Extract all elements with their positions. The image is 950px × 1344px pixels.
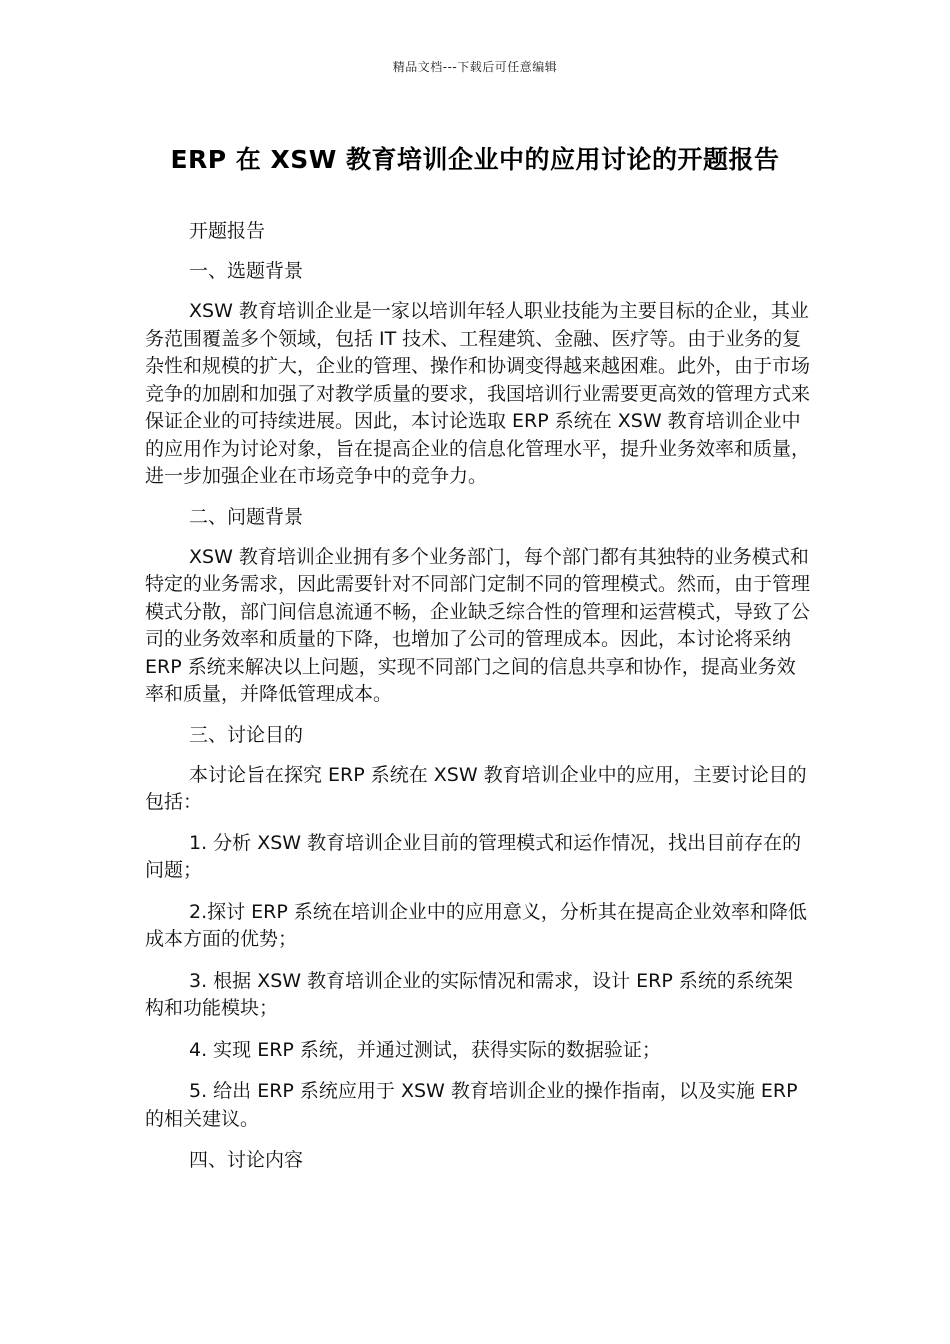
list-item: 3. 根据 XSW 教育培训企业的实际情况和需求，设计 ERP 系统的系统架构和功能模块； [145,969,793,1019]
paragraph-topic-background: XSW 教育培训企业是一家以培训年轻人职业技能为主要目标的企业，其业务范围覆盖多个领域，包括 IT 技术、工程建筑、金融、医疗等。由于业务的复杂性和规模的扩大，企业的管理、操作和协调变得越来越困难。此外，由于市场竞争的加剧和加强了对教学质量的要求，我国培训行业需要更高效的管理方式来保证企业的可持续进展。因此，本讨论选取 ERP 系统在 XSW 教育培训企业中的应用作为讨论对象，旨在提高企业的信息化管理水平，提升业务效率和质量，进一步加强企业在市场竞争中的竞争力。 [145,300,811,487]
section-heading-research-purpose: 三、讨论目的 [189,723,304,746]
list-item: 2.探讨 ERP 系统在培训企业中的应用意义，分析其在提高企业效率和降低成本方面的优势； [145,900,807,950]
list-item: 1. 分析 XSW 教育培训企业目前的管理模式和运作情况，找出目前存在的问题； [145,831,802,881]
report-label: 开题报告 [189,220,266,242]
header-note: 精品文档---下载后可任意编辑 [392,60,558,74]
section-heading-topic-background: 一、选题背景 [189,260,304,282]
section-heading-research-content: 四、讨论内容 [189,1149,304,1171]
document-title: ERP 在 XSW 教育培训企业中的应用讨论的开题报告 [170,145,780,174]
document-body [145,218,810,1187]
paragraph-research-purpose-intro: 本讨论旨在探究 ERP 系统在 XSW 教育培训企业中的应用，主要讨论目的包括： [145,763,807,813]
list-item: 4. 实现 ERP 系统，并通过测试，获得实际的数据验证； [189,1038,661,1061]
section-heading-problem-background: 二、问题背景 [189,505,304,528]
paragraph-problem-background: XSW 教育培训企业拥有多个业务部门，每个部门都有其独特的业务模式和特定的业务需求，因此需要针对不同部门定制不同的管理模式。然而，由于管理模式分散，部门间信息流通不畅，企业缺乏综合性的管理和运营模式，导致了公司的业务效率和质量的下降，也增加了公司的管理成本。因此，本讨论将采纳 ERP 系统来解决以上问题，实现不同部门之间的信息共享和协作，提高业务效率和质量，并降低管理成本。 [145,545,811,705]
list-item: 5. 给出 ERP 系统应用于 XSW 教育培训企业的操作指南，以及实施 ERP 的相关建议。 [145,1080,798,1130]
